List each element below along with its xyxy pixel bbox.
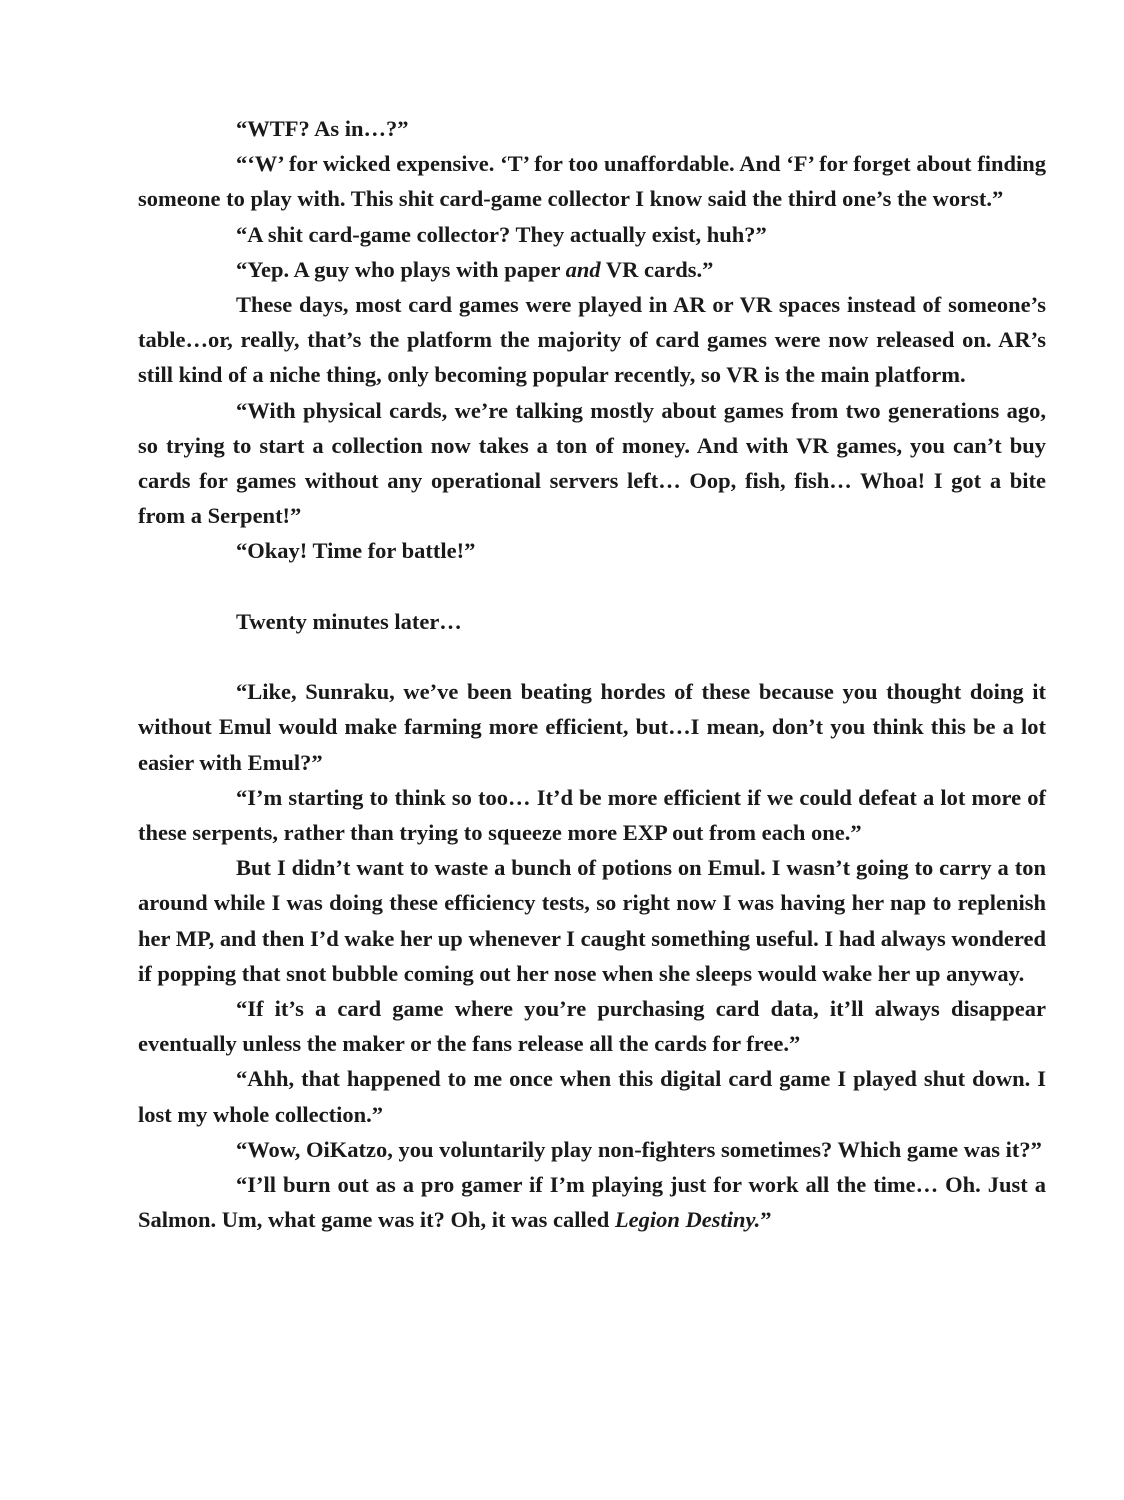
scene-break-gap-2 [138,639,1046,674]
paragraph-13: “Wow, OiKatzo, you voluntarily play non-fighters sometimes? Which game was it?” [236,1136,1042,1162]
paragraph-6: “With physical cards, we’re talking mostly about games from two generations ago, so trying to start a collection now takes a ton of money. And with VR games, you can’t buy cards for games without any operational servers left… Oop, fish, fish… Whoa! I got a bite from a Serpent!” [138,397,1046,529]
paragraph-4 [138,252,1046,287]
paragraph-12: “Ahh, that happened to me once when this digital card game I played shut down. I lost my whole collection.” [138,1066,1046,1127]
scene-break-line: Twenty minutes later… [236,608,462,634]
paragraph-4-emphasis: and [565,256,601,282]
paragraph-8: “Like, Sunraku, we’ve been beating hordes of these because you thought doing it without Emul would make farming more efficient, but…I mean, don’t you think this be a lot easier with Emul?” [138,679,1046,775]
paragraph-3: “A shit card-game collector? They actually exist, huh?” [236,221,767,247]
paragraph-14-pre: “I’ll burn out as a pro gamer if I’m playing just for work all the time… Oh. Just a Salmon. Um, what game was it? Oh, it was called [138,1172,1046,1233]
paragraph-14 [138,1167,1046,1237]
paragraph-4-post: VR cards.” [600,256,714,282]
paragraph-11: “If it’s a card game where you’re purchasing card data, it’ll always disappear eventually unless the maker or the fans release all the cards for free.” [138,996,1046,1057]
paragraph-4-pre: “Yep. A guy who plays with paper [236,256,566,282]
page-body [138,111,1046,1237]
paragraph-1: “WTF? As in…?” [236,116,409,141]
paragraph-14-post: ” [760,1207,772,1233]
paragraph-2: “‘W’ for wicked expensive. ‘T’ for too unaffordable. And ‘F’ for forget about finding someone to play with. This shit card-game collector I know said the third one’s the worst.” [138,151,1046,212]
scene-break-gap [138,569,1046,604]
paragraph-9: “I’m starting to think so too… It’d be more efficient if we could defeat a lot more of these serpents, rather than trying to squeeze more EXP out from each one.” [138,784,1046,846]
paragraph-7: “Okay! Time for battle!” [236,538,476,564]
paragraph-14-emphasis: Legion Destiny. [614,1207,761,1233]
paragraph-10: But I didn’t want to waste a bunch of potions on Emul. I wasn’t going to carry a ton around while I was doing these efficiency tests, so right now I was having her nap to replenish her MP, and then I’d wake her up whenever I caught something useful. I had always wondered if popping that snot bubble coming out her nose when she sleeps would wake her up anyway. [138,855,1046,986]
paragraph-5: These days, most card games were played in AR or VR spaces instead of someone’s table…or, really, that’s the platform the majority of card games were now released on. AR’s still kind of a niche thing, only becoming popular recently, so VR is the main platform. [138,292,1046,388]
